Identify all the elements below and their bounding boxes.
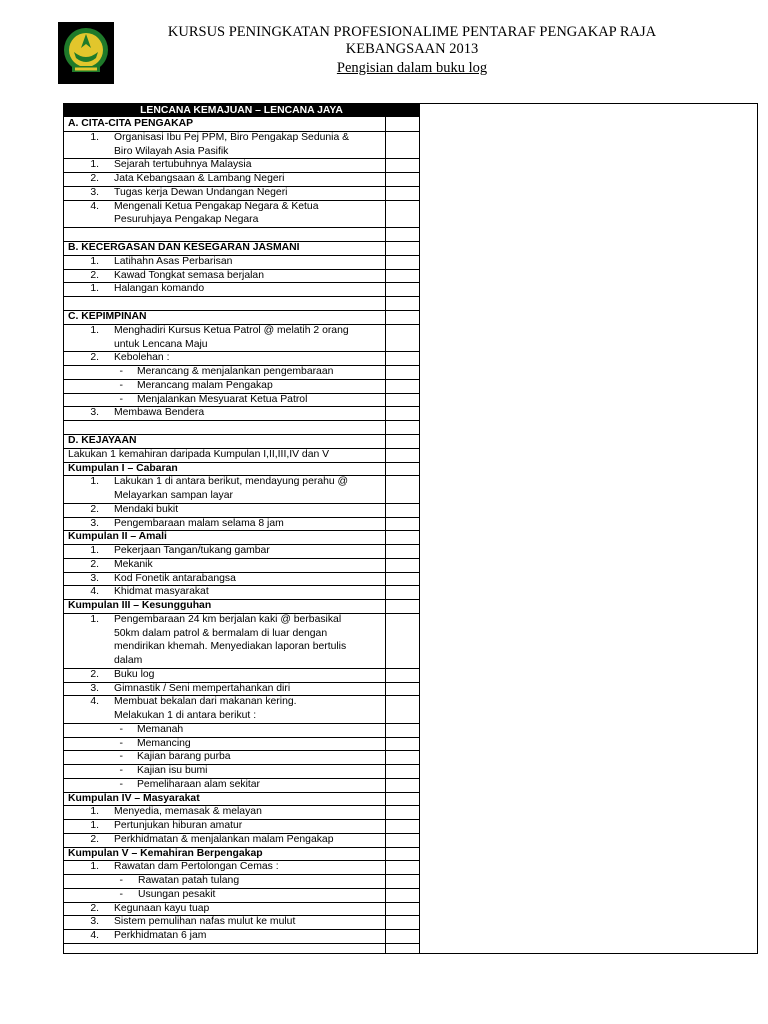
section-heading bbox=[63, 117, 385, 131]
row-text: Buku log bbox=[114, 668, 155, 680]
row-text: Kawad Tongkat semasa berjalan bbox=[114, 269, 264, 281]
table-row bbox=[63, 902, 385, 916]
row-number: 1. bbox=[90, 255, 99, 267]
row-number: 3. bbox=[90, 572, 99, 584]
table-row bbox=[63, 668, 385, 682]
row-text: Pesuruhjaya Pengakap Negara bbox=[114, 214, 259, 226]
row-divider bbox=[63, 517, 420, 518]
row-number: 4. bbox=[90, 586, 99, 598]
row-divider bbox=[63, 723, 420, 724]
row-text: Mekanik bbox=[114, 558, 153, 570]
row-number: 2. bbox=[90, 503, 99, 515]
table-row bbox=[63, 915, 385, 929]
table-row bbox=[63, 213, 385, 227]
row-divider bbox=[63, 764, 420, 765]
row-text: Menghadiri Kursus Ketua Patrol @ melatih 2 orang bbox=[114, 324, 349, 336]
row-divider bbox=[63, 241, 420, 242]
table-row bbox=[63, 888, 385, 902]
row-number: 3. bbox=[90, 186, 99, 198]
row-divider bbox=[63, 792, 420, 793]
row-divider bbox=[63, 668, 420, 669]
row-text: Lakukan 1 di antara berikut, mendayung perahu @ bbox=[114, 476, 349, 488]
row-text: Membuat bekalan dari makanan kering. bbox=[114, 696, 297, 708]
row-divider bbox=[63, 365, 420, 366]
row-number: 2. bbox=[90, 558, 99, 570]
row-divider bbox=[63, 406, 420, 407]
row-divider bbox=[63, 737, 420, 738]
row-divider bbox=[63, 379, 420, 380]
row-text: Rawatan patah tulang bbox=[138, 875, 240, 886]
row-divider bbox=[63, 462, 420, 463]
header-line-2: KEBANGSAAN 2013 bbox=[345, 41, 479, 57]
row-divider bbox=[63, 902, 420, 903]
row-text: Menjalankan Mesyuarat Ketua Patrol bbox=[137, 393, 308, 405]
table-row bbox=[63, 544, 385, 558]
row-text: Jata Kebangsaan & Lambang Negeri bbox=[114, 173, 285, 184]
table-row bbox=[63, 778, 385, 792]
table-row bbox=[63, 131, 385, 145]
row-number: - bbox=[119, 366, 123, 377]
notes-column bbox=[419, 103, 758, 954]
header-line-1: KURSUS PENINGKATAN PROFESIONALIME PENTARAF PENGAKAP RAJA bbox=[167, 24, 657, 40]
row-number: 3. bbox=[90, 407, 99, 419]
row-divider bbox=[63, 695, 420, 696]
row-divider bbox=[63, 448, 420, 449]
header-subtitle: Pengisian dalam buku log bbox=[336, 60, 488, 76]
table-row bbox=[63, 158, 385, 172]
row-number: 1. bbox=[90, 476, 99, 488]
row-number: 1. bbox=[90, 324, 99, 336]
table-row bbox=[63, 282, 385, 296]
row-divider bbox=[63, 351, 420, 352]
row-number: 2. bbox=[90, 668, 99, 680]
table-row bbox=[63, 860, 385, 874]
row-number: - bbox=[119, 393, 123, 405]
row-divider bbox=[63, 929, 420, 930]
row-text: Kumpulan II – Amali bbox=[68, 531, 167, 543]
table-row bbox=[63, 874, 385, 888]
row-text: mendirikan khemah. Menyediakan laporan bertulis bbox=[114, 641, 347, 653]
table-row bbox=[63, 351, 385, 365]
row-text: Usungan pesakit bbox=[138, 888, 216, 900]
section-heading bbox=[63, 310, 385, 324]
row-text: Biro Wilayah Asia Pasifik bbox=[114, 145, 229, 157]
row-number: 1. bbox=[90, 159, 99, 171]
row-text: dalam bbox=[114, 655, 143, 666]
row-text: Kumpulan I – Cabaran bbox=[68, 462, 178, 474]
table-row bbox=[63, 833, 385, 847]
row-number: 2. bbox=[90, 833, 99, 845]
row-divider bbox=[63, 572, 420, 573]
table-row bbox=[63, 627, 385, 641]
table-row bbox=[63, 255, 385, 269]
row-divider bbox=[63, 585, 420, 586]
row-number: - bbox=[119, 778, 123, 790]
row-text: Mendaki bukit bbox=[114, 503, 179, 515]
row-number: 4. bbox=[90, 696, 99, 708]
row-number: 4. bbox=[90, 930, 99, 941]
row-number: - bbox=[119, 888, 123, 900]
row-text: Menyedia, memasak & melayan bbox=[114, 806, 262, 818]
row-text: Memancing bbox=[137, 737, 191, 749]
row-divider bbox=[63, 393, 420, 394]
table-row bbox=[63, 172, 385, 186]
row-number: - bbox=[119, 765, 123, 776]
row-text: Kegunaan kayu tuap bbox=[114, 902, 210, 914]
table-row bbox=[63, 406, 385, 420]
row-text: Pertunjukan hiburan amatur bbox=[114, 820, 243, 831]
table-row bbox=[63, 929, 385, 943]
table-row bbox=[63, 365, 385, 379]
table-row bbox=[63, 695, 385, 709]
section-heading bbox=[63, 434, 385, 448]
row-text: Memanah bbox=[137, 723, 184, 735]
table-row bbox=[63, 475, 385, 489]
row-divider bbox=[63, 805, 420, 806]
row-text: Gimnastik / Seni mempertahankan diri bbox=[114, 682, 291, 694]
row-text: Pengembaraan malam selama 8 jam bbox=[114, 517, 284, 529]
row-divider bbox=[63, 558, 420, 559]
table-row bbox=[63, 640, 385, 654]
row-text: Perkhidmatan 6 jam bbox=[114, 930, 207, 941]
table-row bbox=[63, 585, 385, 599]
row-number: - bbox=[119, 379, 123, 391]
row-divider bbox=[63, 296, 420, 297]
row-number: 1. bbox=[90, 861, 99, 873]
blank-row bbox=[63, 227, 385, 241]
table-row bbox=[63, 750, 385, 764]
row-text: Pengembaraan 24 km berjalan kaki @ berbasikal bbox=[114, 613, 342, 625]
row-text: Mengenali Ketua Pengakap Negara & Ketua bbox=[114, 200, 319, 212]
table-row bbox=[63, 503, 385, 517]
row-divider bbox=[63, 544, 420, 545]
row-divider bbox=[63, 131, 420, 132]
group-heading bbox=[63, 462, 385, 476]
blank-row bbox=[63, 296, 385, 310]
row-divider bbox=[63, 943, 420, 944]
row-number: 2. bbox=[90, 269, 99, 281]
row-divider bbox=[63, 420, 420, 421]
table-title: LENCANA KEMAJUAN – LENCANA JAYA bbox=[64, 104, 419, 117]
row-text: Sejarah tertubuhnya Malaysia bbox=[114, 159, 252, 171]
row-number: 1. bbox=[90, 820, 99, 831]
table-row bbox=[63, 517, 385, 531]
row-divider bbox=[63, 200, 420, 201]
row-text: Pemeliharaan alam sekitar bbox=[137, 778, 261, 790]
row-text: B. KECERGASAN DAN KESEGARAN JASMANI bbox=[68, 242, 300, 253]
row-number: 3. bbox=[90, 682, 99, 694]
table-row bbox=[63, 819, 385, 833]
row-number: - bbox=[119, 751, 123, 763]
row-number: 1. bbox=[90, 545, 99, 556]
row-number: 1. bbox=[90, 283, 99, 295]
row-text: Kumpulan IV – Masyarakat bbox=[68, 792, 200, 804]
row-text: Pekerjaan Tangan/tukang gambar bbox=[114, 545, 270, 556]
row-divider bbox=[63, 310, 420, 311]
row-number: - bbox=[119, 737, 123, 749]
table-row bbox=[63, 805, 385, 819]
row-text: Rawatan dam Pertolongan Cemas : bbox=[114, 861, 279, 873]
row-divider bbox=[63, 172, 420, 173]
table-row bbox=[63, 200, 385, 214]
row-text: Sistem pemulihan nafas mulut ke mulut bbox=[114, 916, 296, 928]
table-row bbox=[63, 393, 385, 407]
row-divider bbox=[63, 819, 420, 820]
row-text: Kumpulan III – Kesungguhan bbox=[68, 600, 212, 611]
row-divider bbox=[63, 860, 420, 861]
row-text: D. KEJAYAAN bbox=[68, 435, 137, 446]
row-divider bbox=[63, 613, 420, 614]
table-row bbox=[63, 379, 385, 393]
row-divider bbox=[63, 269, 420, 270]
table-row bbox=[63, 145, 385, 159]
row-number: 1. bbox=[90, 806, 99, 818]
row-number: - bbox=[119, 723, 123, 735]
group-heading bbox=[63, 599, 385, 613]
row-text: Khidmat masyarakat bbox=[114, 586, 209, 598]
scout-logo bbox=[58, 22, 114, 84]
table-row bbox=[63, 489, 385, 503]
group-heading bbox=[63, 847, 385, 861]
table-row bbox=[63, 709, 385, 723]
table-row bbox=[63, 558, 385, 572]
row-divider bbox=[63, 599, 420, 600]
row-text: Halangan komando bbox=[114, 283, 205, 295]
table-row bbox=[63, 682, 385, 696]
row-number: 1. bbox=[90, 613, 99, 625]
row-text: Merancang malam Pengakap bbox=[137, 379, 273, 391]
row-text: Organisasi Ibu Pej PPM, Biro Pengakap Sedunia & bbox=[114, 131, 350, 143]
row-divider bbox=[63, 682, 420, 683]
row-text: untuk Lencana Maju bbox=[114, 338, 208, 350]
row-divider bbox=[63, 750, 420, 751]
row-divider bbox=[63, 847, 420, 848]
row-divider bbox=[63, 915, 420, 916]
row-text: Latihahn Asas Perbarisan bbox=[114, 255, 233, 267]
row-text: Tugas kerja Dewan Undangan Negeri bbox=[114, 186, 288, 198]
row-number: - bbox=[119, 875, 123, 886]
row-divider bbox=[63, 324, 420, 325]
row-number: 3. bbox=[90, 916, 99, 928]
row-text: Kajian isu bumi bbox=[137, 765, 208, 776]
row-text: Kod Fonetik antarabangsa bbox=[114, 572, 236, 584]
row-divider bbox=[63, 874, 420, 875]
row-text: Lakukan 1 kemahiran daripada Kumpulan I,II,III,IV dan V bbox=[68, 448, 330, 460]
row-divider bbox=[63, 186, 420, 187]
row-number: 2. bbox=[90, 902, 99, 914]
row-number: 2. bbox=[90, 352, 99, 364]
table-row bbox=[63, 448, 385, 462]
table-row bbox=[63, 338, 385, 352]
row-text: Kumpulan V – Kemahiran Berpengakap bbox=[68, 847, 263, 859]
row-divider bbox=[63, 530, 420, 531]
row-text: Kebolehan : bbox=[114, 352, 170, 364]
row-text: Perkhidmatan & menjalankan malam Pengakap bbox=[114, 833, 334, 845]
row-divider bbox=[63, 282, 420, 283]
row-divider bbox=[63, 227, 420, 228]
row-divider bbox=[63, 888, 420, 889]
row-divider bbox=[63, 255, 420, 256]
table-row bbox=[63, 186, 385, 200]
row-text: C. KEPIMPINAN bbox=[68, 311, 147, 322]
row-number: 4. bbox=[90, 200, 99, 212]
section-heading bbox=[63, 241, 385, 255]
row-text: Kajian barang purba bbox=[137, 751, 231, 763]
group-heading bbox=[63, 530, 385, 544]
blank-row bbox=[63, 420, 385, 434]
row-number: 3. bbox=[90, 517, 99, 529]
row-divider bbox=[63, 503, 420, 504]
table-row bbox=[63, 324, 385, 338]
row-text: A. CITA-CITA PENGAKAP bbox=[68, 118, 194, 129]
table-row bbox=[63, 764, 385, 778]
row-number: 1. bbox=[90, 131, 99, 143]
row-number: 2. bbox=[90, 173, 99, 184]
checkbox-column-divider bbox=[385, 103, 386, 954]
row-divider bbox=[63, 158, 420, 159]
row-text: Melayarkan sampan layar bbox=[114, 490, 233, 501]
row-divider bbox=[63, 434, 420, 435]
table-row bbox=[63, 723, 385, 737]
table-row bbox=[63, 572, 385, 586]
group-heading bbox=[63, 792, 385, 806]
row-divider bbox=[63, 833, 420, 834]
row-text: Membawa Bendera bbox=[114, 407, 205, 419]
table-row bbox=[63, 613, 385, 627]
row-text: Melakukan 1 di antara berikut : bbox=[114, 710, 257, 721]
table-row bbox=[63, 737, 385, 751]
table-row bbox=[63, 654, 385, 668]
row-text: 50km dalam patrol & bermalam di luar dengan bbox=[114, 627, 328, 639]
row-divider bbox=[63, 475, 420, 476]
row-divider bbox=[63, 778, 420, 779]
table-row bbox=[63, 269, 385, 283]
row-text: Merancang & menjalankan pengembaraan bbox=[137, 366, 334, 377]
